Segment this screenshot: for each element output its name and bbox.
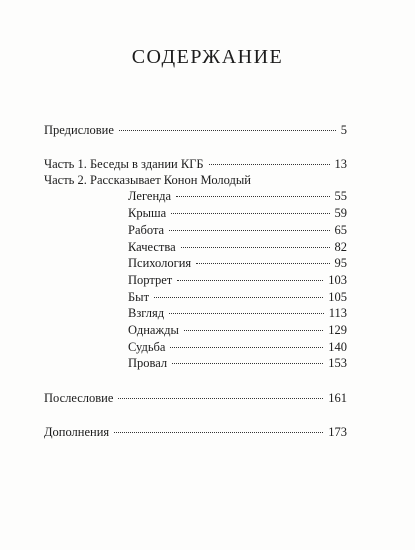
toc-entry-page: 129: [328, 323, 347, 337]
dot-leader: [171, 213, 329, 214]
toc-entry-preface: [44, 122, 347, 138]
toc-entry-appendix: [44, 424, 347, 440]
toc-subentry: [128, 305, 347, 321]
toc-subentry: [128, 289, 347, 305]
toc-subentry: [128, 205, 347, 221]
toc-entry-label: Быт: [128, 290, 150, 304]
toc-entry-label: Крыша: [128, 206, 167, 220]
toc-entry-page: 103: [328, 273, 347, 287]
toc-entry-label: Дополнения: [44, 425, 110, 439]
toc-entry-page: 55: [334, 189, 347, 203]
toc-entry-page: 113: [328, 306, 347, 320]
dot-leader: [176, 196, 329, 197]
toc-entry-label: Часть 1. Беседы в здании КГБ: [44, 157, 204, 171]
dot-leader: [177, 280, 323, 281]
toc-subentry: [128, 255, 347, 271]
toc-entry-label: Судьба: [128, 340, 166, 354]
toc-entry-label: Портрет: [128, 273, 173, 287]
dot-leader: [119, 130, 336, 131]
dot-leader: [196, 263, 329, 264]
dot-leader: [181, 247, 330, 248]
toc-entry-label: Качества: [128, 240, 176, 254]
toc-entry-page: 82: [334, 240, 347, 254]
toc-entry-page: 5: [340, 123, 347, 137]
toc-subentry: [128, 222, 347, 238]
toc-entry-label: Взгляд: [128, 306, 165, 320]
toc-entry-page: 153: [328, 356, 347, 370]
toc-subentry: [128, 322, 347, 338]
dot-leader: [209, 164, 330, 165]
toc-subentry: [128, 239, 347, 255]
toc-entry-page: 59: [334, 206, 347, 220]
toc-entry-label: Легенда: [128, 189, 172, 203]
toc-subentry: [128, 272, 347, 288]
toc-entry-label: Провал: [128, 356, 168, 370]
toc-entry-part2: Часть 2. Рассказывает Конон Молодый: [44, 173, 251, 187]
dot-leader: [114, 432, 323, 433]
toc-entry-page: 173: [328, 425, 347, 439]
dot-leader: [169, 313, 324, 314]
toc-entry-label: Психология: [128, 256, 192, 270]
toc-entry-page: 161: [328, 391, 347, 405]
dot-leader: [184, 330, 323, 331]
toc-entry-afterword: [44, 390, 347, 406]
page-title: СОДЕРЖАНИЕ: [131, 46, 284, 68]
toc-entry-page: 95: [334, 256, 347, 270]
toc-entry-page: 65: [334, 223, 347, 237]
toc-entry-part1: [44, 156, 347, 172]
toc-entry-page: 13: [334, 157, 347, 171]
toc-subentry: [128, 355, 347, 371]
dot-leader: [154, 297, 323, 298]
toc-entry-label: Послесловие: [44, 391, 114, 405]
toc-entry-page: 140: [328, 340, 347, 354]
toc-entry-label: Однажды: [128, 323, 179, 337]
dot-leader: [170, 347, 323, 348]
toc-entry-label: Работа: [128, 223, 165, 237]
toc-entry-page: 105: [328, 290, 347, 304]
toc-subentry: [128, 188, 347, 204]
dot-leader: [172, 363, 323, 364]
toc-entry-label: Предисловие: [44, 123, 114, 137]
dot-leader: [169, 230, 329, 231]
dot-leader: [118, 398, 323, 399]
toc-subentry: [128, 339, 347, 355]
